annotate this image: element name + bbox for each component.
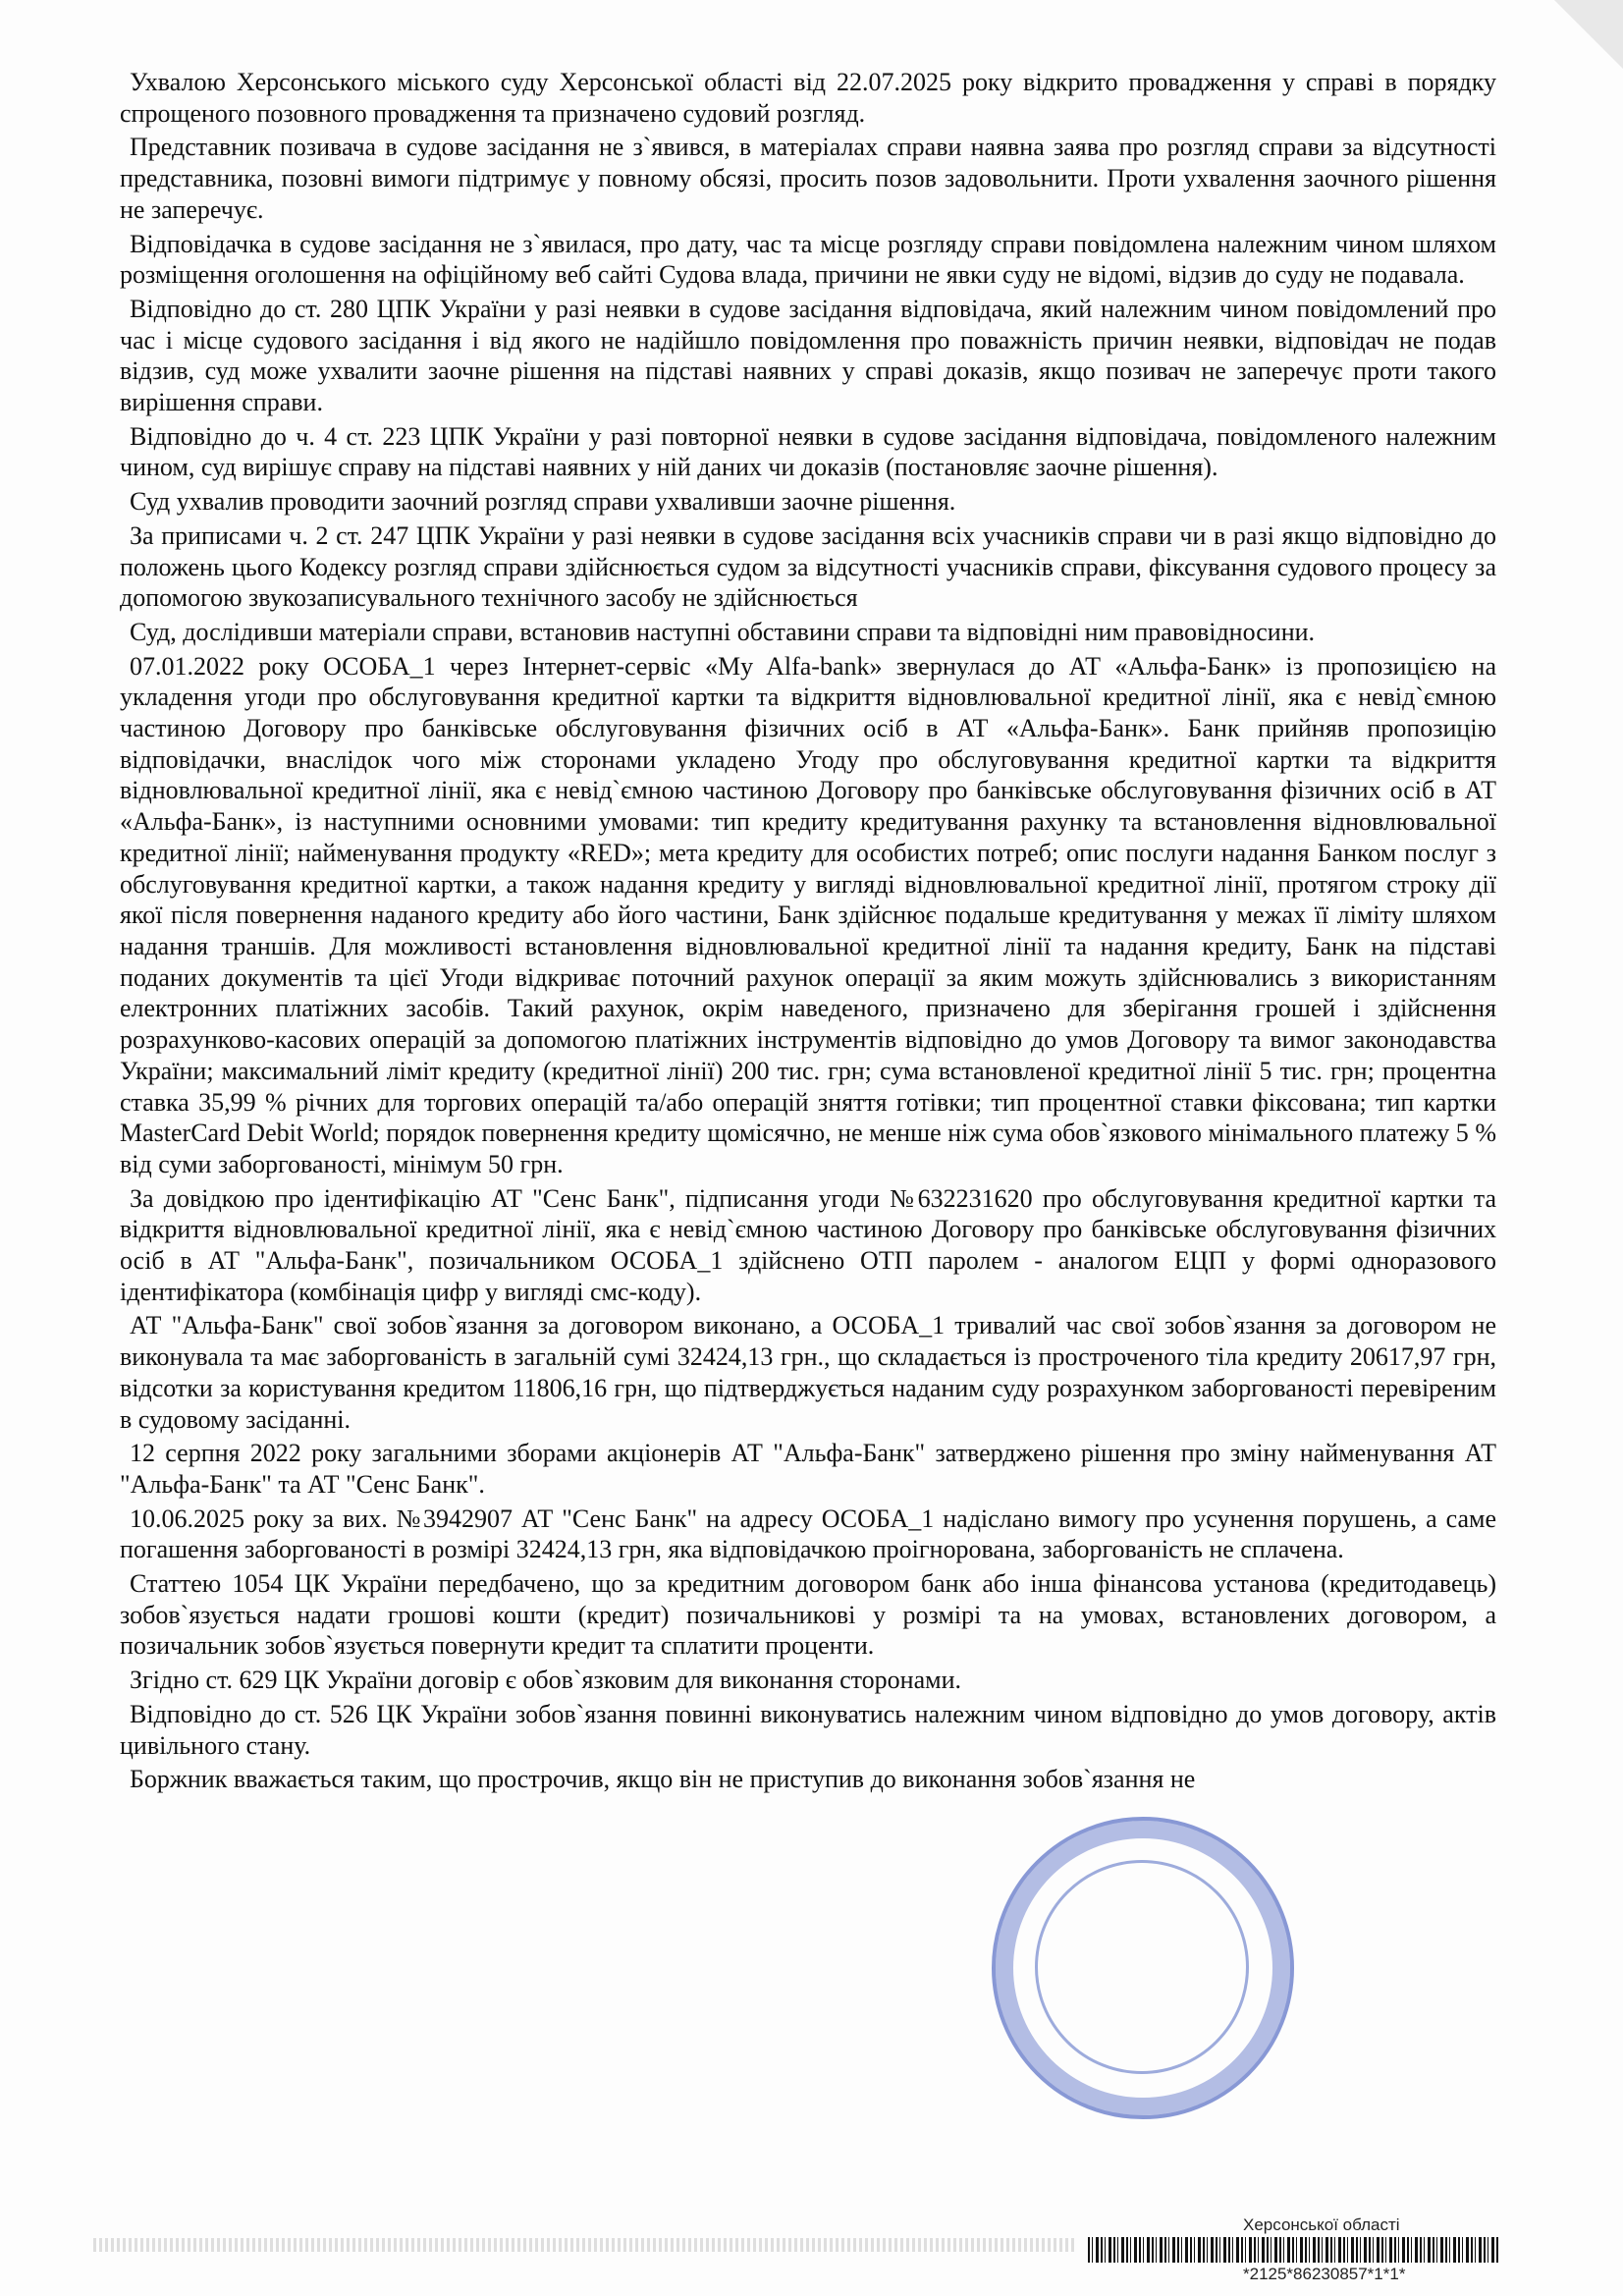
paragraph: Суд ухвалив проводити заочний розгляд справи ухваливши заочне рішення. <box>130 487 956 517</box>
paragraph: 10.06.2025 року за вих. №3942907 АТ "Сенс Банк" на адресу ОСОБА_1 надіслано вимогу про усунення порушень, а саме погашення заборгованості в розмірі 32424,13 грн, яка відповідачкою проігнорована, заборгованість не сплачена. <box>120 1503 1496 1564</box>
paragraph: За приписами ч. 2 ст. 247 ЦПК України у разі неявки в судове засідання всіх учасників справи чи в разі якщо відповідно до положень цього Кодексу розгляд справи здійснюється судом за відсутності учасників справи, фіксування судового процесу за допомогою звукозаписувального технічного засобу не здійснюється <box>120 520 1496 613</box>
paragraph: Відповідно до ст. 280 ЦПК України у разі неявки в судове засідання відповідача, який належним чином повідомлений про час і місце судового засідання і від якого не надійшло повідомлення про поважність причин неявки, відповідач не подав відзив, суд може ухвалити заочне рішення на підставі наявних у справі доказів, якщо позивач не заперечує проти такого вирішення справи. <box>120 294 1496 417</box>
paragraph: 07.01.2022 року ОСОБА_1 через Інтернет-сервіс «My Alfa-bank» звернулася до АТ «Альфа-Банк» із пропозицією на укладення угоди про обслуговування кредитної картки та відкриття відновлювальної кредитної лінії, яка є невід`ємною частиною Договору про банківське обслуговування фізичних осіб в АТ «Альфа-Банк». Банк прийняв пропозицію відповідачки, внаслідок чого між сторонами укладено Угоду про обслуговування кредитної картки та відкриття відновлювальної кредитної лінії, яка є невід`ємною частиною Договору про банківське обслуговування фізичних осіб в АТ «Альфа-Банк», із наступними основними умовами: тип кредиту кредитування рахунку та встановлення відновлювальної кредитної лінії; найменування продукту «RED»; мета кредиту для особистих потреб; опис послуги надання Банком послуг з обслуговування кредитної картки, а також надання кредиту у вигляді відновлювальної кредитної лінії, протягом строку дії якої після повернення наданого кредиту або його частини, Банк здійснює подальше кредитування у межах її ліміту шляхом надання траншів. Для можливості встановлення відновлювальної кредитної лінії та надання кредиту, Банк на підставі поданих документів та цієї Угоди відкриває поточний рахунок операції за яким можуть здійснювались з використанням електронних платіжних засобів. Такий рахунок, окрім наведеного, призначено для зберігання грошей і здійснення розрахунково-касових операцій за допомогою платіжних інструментів відповідно до умов Договору та вимог законодавства України; максимальний ліміт кредиту (кредитної лінії) 200 тис. грн; сума встановленої кредитної лінії 5 тис. грн; процентна ставка 35,99 % річних для торгових операцій та/або операцій зняття готівки; тип процентної ставки фіксована; тип картки MasterCard Debit World; порядок повернення кредиту щомісячно, не менше ніж сума обов`язкового мінімального платежу 5 % від суми заборгованості, мінімум 50 грн. <box>120 651 1496 1178</box>
paragraph: Згідно ст. 629 ЦК України договір є обов`язковим для виконання сторонами. <box>130 1666 962 1695</box>
barcode <box>1088 2237 1500 2263</box>
paragraph: Відповідачка в судове засідання не з`явилася, про дату, час та місце розгляду справи повідомлена належним чином шляхом розміщення оголошення на офіційному веб сайті Судова влада, причини не явки суду не відомі, відзив до суду не подавала. <box>120 229 1496 290</box>
page-fold <box>1554 0 1623 69</box>
footer-office-label: Херсонської області <box>1243 2215 1400 2234</box>
scan-artifact-bar <box>93 2238 1075 2252</box>
paragraph: Представник позивача в судове засідання не з`явився, в матеріалах справи наявна заява про розгляд справи за відсутності представника, позовні вимоги підтримує у повному обсязі, просить позов задовольнити. Проти ухвалення заочного рішення не заперечує. <box>120 133 1496 224</box>
court-stamp <box>992 1817 1294 2119</box>
paragraph: АТ "Альфа-Банк" свої зобов`язання за договором виконано, а ОСОБА_1 тривалий час свої зобов`язання за договором не виконувала та має заборгованість в загальній сумі 32424,13 грн., що складається із простроченого тіла кредиту 20617,97 грн, відсотки за користування кредитом 11806,16 грн, що підтверджується наданим суду розрахунком заборгованості перевіреним в судовому засіданні. <box>120 1311 1496 1434</box>
barcode-number: *2125*86230857*1*1* <box>1243 2265 1406 2283</box>
paragraph: Боржник вважається таким, що прострочив, якщо він не приступив до виконання зобов`язання не <box>130 1765 1196 1794</box>
paragraph: 12 серпня 2022 року загальними зборами акціонерів АТ "Альфа-Банк" затверджено рішення про зміну найменування АТ "Альфа-Банк" та АТ "Сенс Банк". <box>120 1439 1496 1499</box>
paragraph: Суд, дослідивши матеріали справи, встановив наступні обставини справи та відповідні ним правовідносини. <box>130 617 1316 646</box>
paragraph: Відповідно до ст. 526 ЦК України зобов`язання повинні виконуватись належним чином відповідно до умов договору, актів цивільного стану. <box>120 1699 1496 1760</box>
paragraph: За довідкою про ідентифікацію АТ "Сенс Банк", підписання угоди №632231620 про обслуговування кредитної картки та відкриття відновлювальної кредитної лінії, яка є невід`ємною частиною Договору про банківське обслуговування фізичних осіб в АТ "Альфа-Банк", позичальником ОСОБА_1 здійснено ОТП паролем - аналогом ЕЦП у формі одноразового ідентифікатора (комбінація цифр у вигляді смс-коду). <box>120 1183 1496 1306</box>
court-stamp-inner-ring <box>1035 1860 1249 2074</box>
document-body <box>120 67 1496 1795</box>
paragraph: Ухвалою Херсонського міського суду Херсонської області від 22.07.2025 року відкрито провадження у справі в порядку спрощеного позовного провадження та призначено судовий розгляд. <box>120 68 1496 128</box>
paragraph: Відповідно до ч. 4 ст. 223 ЦПК України у разі повторної неявки в судове засідання відповідача, повідомленого належним чином, суд вирішує справу на підставі наявних у ній даних чи доказів (постановляє заочне рішення). <box>120 421 1496 482</box>
paragraph: Статтею 1054 ЦК України передбачено, що за кредитним договором банк або інша фінансова установа (кредитодавець) зобов`язується надати грошові кошти (кредит) позичальникові у розмірі та на умовах, встановлених договором, а позичальник зобов`язується повернути кредит та сплатити проценти. <box>120 1569 1496 1661</box>
